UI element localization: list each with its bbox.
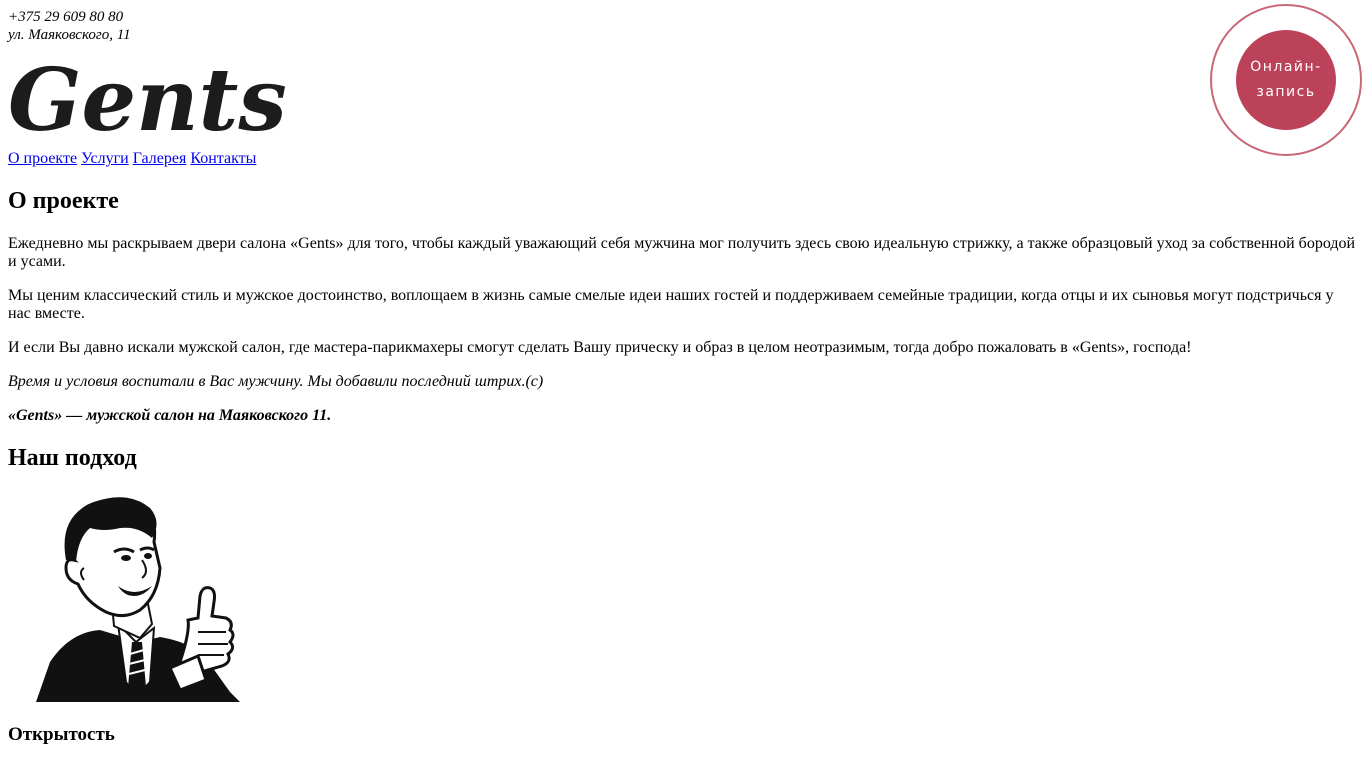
nav-link-services[interactable]: Услуги: [81, 150, 129, 167]
gents-logo[interactable]: [6, 42, 287, 151]
booking-button-core[interactable]: [1236, 30, 1336, 130]
approach-item-title: Открытость: [8, 724, 115, 745]
retro-man-thumbs-up-icon: [30, 492, 250, 707]
phone-number: +375 29 609 80 80: [8, 9, 124, 25]
nav-link-contacts[interactable]: Контакты: [190, 150, 257, 167]
nav-link-about[interactable]: О проекте: [8, 150, 78, 167]
about-quote: Время и условия воспитали в Вас мужчину. Мы добавили последний штрих.(c): [8, 373, 544, 390]
about-paragraph-1: Ежедневно мы раскрываем двери салона «Gents» для того, чтобы каждый уважающий себя мужчина мог получить здесь свою идеальную стрижку, а также образцовый уход за собственной бородой и усами.: [8, 235, 1356, 270]
main-nav: [8, 150, 256, 168]
logo-text: Gents: [8, 50, 287, 151]
online-booking-button[interactable]: [1210, 4, 1362, 156]
approach-section-title: Наш подход: [8, 445, 137, 471]
about-paragraph-3: И если Вы давно искали мужской салон, где мастера-парикмахеры смогут сделать Вашу прическу и образ в целом неотразимым, тогда добро пожаловать в «Gents», господа!: [8, 339, 1192, 356]
about-paragraph-2: Мы ценим классический стиль и мужское достоинство, воплощаем в жизнь самые смелые идеи наших гостей и поддерживаем семейные традиции, когда отцы и их сыновья могут подстричься у нас вместе.: [8, 287, 1334, 322]
nav-link-gallery[interactable]: Галерея: [132, 150, 187, 167]
address: ул. Маяковского, 11: [8, 27, 131, 43]
booking-button-label: Онлайн-запись: [1250, 59, 1322, 100]
about-tagline: «Gents» — мужской салон на Маяковского 11.: [8, 407, 332, 424]
about-section-title: О проекте: [8, 188, 119, 214]
